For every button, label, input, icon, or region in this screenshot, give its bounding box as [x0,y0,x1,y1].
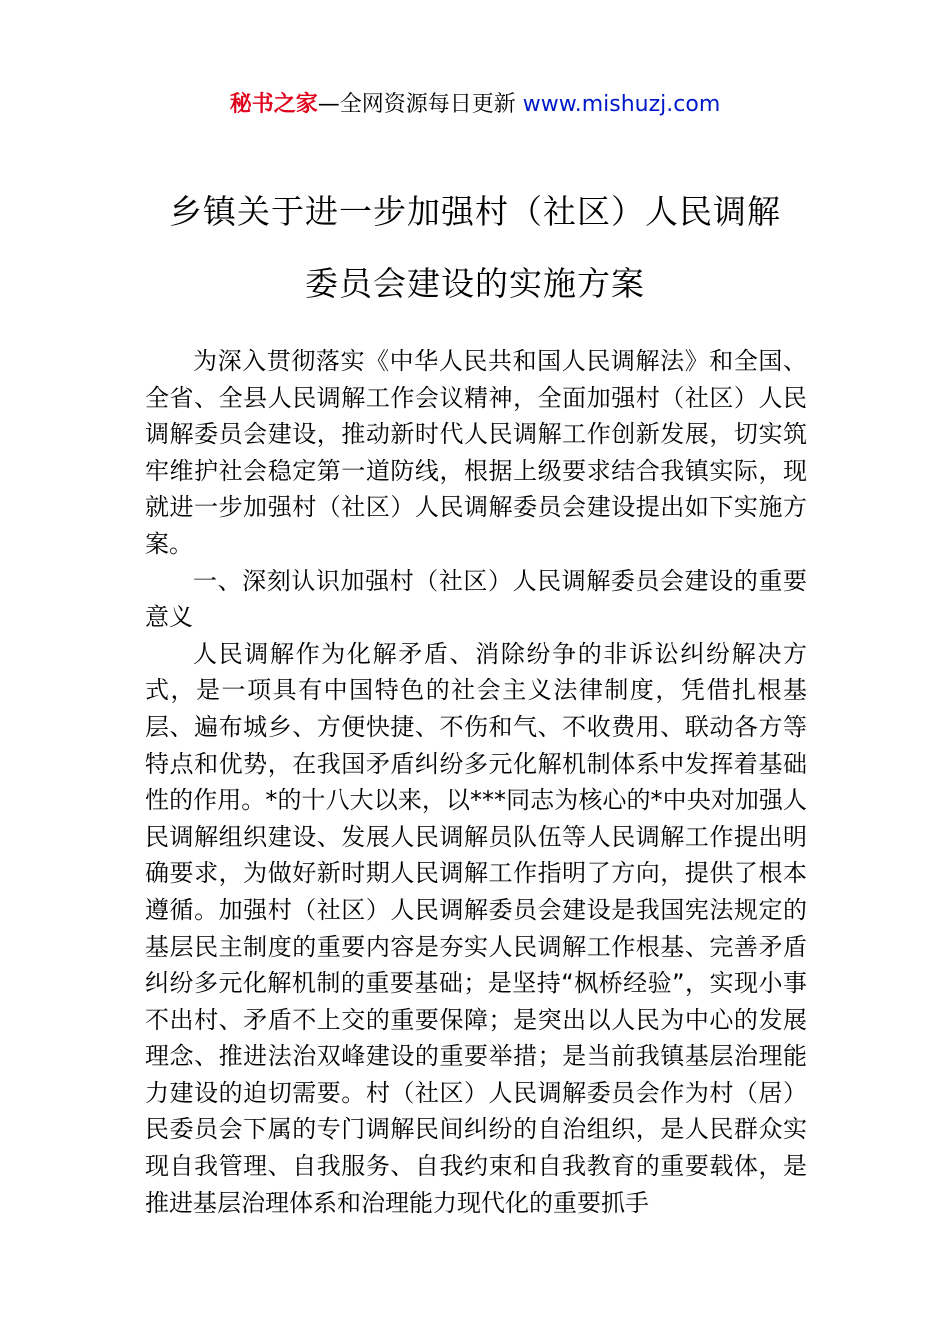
site-url-link[interactable]: www.mishuzj.com [522,92,721,117]
title-line-1: 乡镇关于进一步加强村（社区）人民调解 [169,192,781,231]
document-body [145,343,807,1221]
title-line-2: 委员会建设的实施方案 [305,264,645,303]
site-brand: 秘书之家 [229,92,318,117]
site-tagline: —全网资源每日更新 [317,92,523,117]
section-heading: 一、深刻认识加强村（社区）人民调解委员会建设的重要意义 [145,566,807,632]
intro-paragraph: 为深入贯彻落实《中华人民共和国人民调解法》和全国、全省、全县人民调解工作会议精神，全面加强村（社区）人民调解委员会建设，推动新时代人民调解工作创新发展，切实筑牢维护社会稳定第一道防线，根据上级要求结合我镇实际，现就进一步加强村（社区）人民调解委员会建设提出如下实施方案。 [145,347,807,558]
document-title [0,176,950,320]
site-header [0,88,950,122]
body-paragraph: 人民调解作为化解矛盾、消除纷争的非诉讼纠纷解决方式，是一项具有中国特色的社会主义法律制度，凭借扎根基层、遍布城乡、方便快捷、不伤和气、不收费用、联动各方等特点和优势，在我国矛盾纠纷多元化解机制体系中发挥着基础性的作用。*的十八大以来，以***同志为核心的*中央对加强人民调解组织建设、发展人民调解员队伍等人民调解工作提出明确要求，为做好新时期人民调解工作指明了方向，提供了根本遵循。加强村（社区）人民调解委员会建设是我国宪法规定的基层民主制度的重要内容是夯实人民调解工作根基、完善矛盾纠纷多元化解机制的重要基础；是坚持“枫桥经验”，实现小事不出村、矛盾不上交的重要保障；是突出以人民为中心的发展理念、推进法治双峰建设的重要举措；是当前我镇基层治理能力建设的迫切需要。村（社区）人民调解委员会作为村（居）民委员会下属的专门调解民间纠纷的自治组织，是人民群众实现自我管理、自我服务、自我约束和自我教育的重要载体，是推进基层治理体系和治理能力现代化的重要抓手 [145,639,807,1217]
